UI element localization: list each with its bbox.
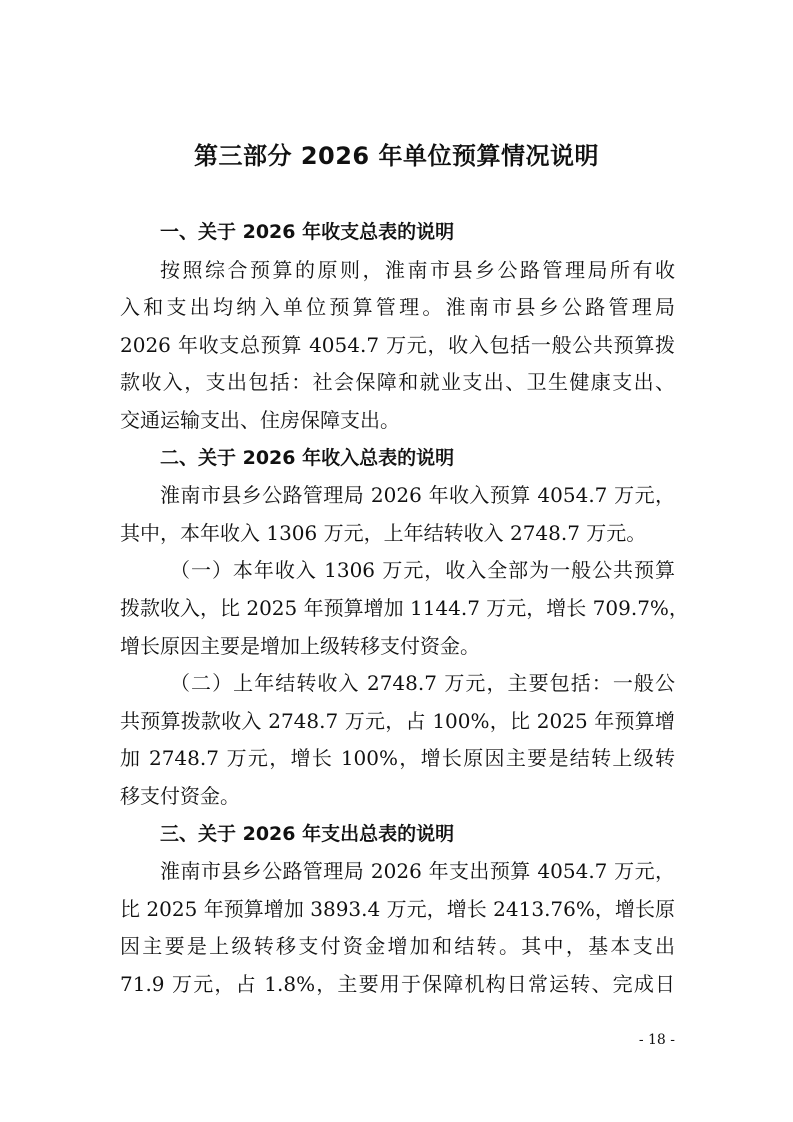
document-body (120, 214, 689, 1003)
paragraph-line: 按照综合预算的原则，淮南市县乡公路管理局所有收 (160, 257, 675, 282)
paragraph-line: 2026 年收支总预算 4054.7 万元，收入包括一般公共预算拨 (120, 332, 675, 357)
paragraph-line: 71.9 万元，占 1.8%，主要用于保障机构日常运转、完成日 (120, 971, 675, 996)
paragraph-line: 加 2748.7 万元，增长 100%，增长原因主要是结转上级转 (120, 746, 675, 771)
paragraph-line: （一）本年收入 1306 万元，收入全部为一般公共预算 (170, 558, 675, 583)
paragraph-line: （二）上年结转收入 2748.7 万元，主要包括：一般公 (170, 671, 675, 696)
paragraph-line: 因主要是上级转移支付资金增加和结转。其中，基本支出 (120, 934, 675, 959)
section-heading-1: 一、关于 2026 年收支总表的说明 (160, 221, 455, 243)
section-heading-2: 二、关于 2026 年收入总表的说明 (160, 446, 455, 469)
paragraph-line: 入和支出均纳入单位预算管理。淮南市县乡公路管理局 (120, 295, 675, 320)
paragraph-line: 拨款收入，比 2025 年预算增加 1144.7 万元，增长 709.7%， (120, 595, 689, 620)
paragraph-line: 淮南市县乡公路管理局 2026 年支出预算 4054.7 万元， (160, 859, 675, 884)
page-title: 第三部分 2026 年单位预算情况说明 (193, 142, 599, 170)
paragraph-line: 交通运输支出、住房保障支出。 (120, 407, 400, 432)
paragraph-line: 移支付资金。 (120, 783, 240, 808)
paragraph-line: 其中，本年收入 1306 万元，上年结转收入 2748.7 万元。 (120, 520, 647, 545)
paragraph-line: 共预算拨款收入 2748.7 万元，占 100%，比 2025 年预算增 (120, 708, 675, 733)
paragraph-line: 增长原因主要是增加上级转移支付资金。 (120, 633, 480, 658)
section-heading-3: 三、关于 2026 年支出总表的说明 (160, 822, 455, 845)
page-number: - 18 - (638, 1032, 675, 1048)
paragraph-line: 比 2025 年预算增加 3893.4 万元，增长 2413.76%，增长原 (120, 896, 675, 921)
paragraph-line: 淮南市县乡公路管理局 2026 年收入预算 4054.7 万元， (160, 483, 675, 508)
paragraph-line: 款收入，支出包括：社会保障和就业支出、卫生健康支出、 (120, 370, 675, 395)
